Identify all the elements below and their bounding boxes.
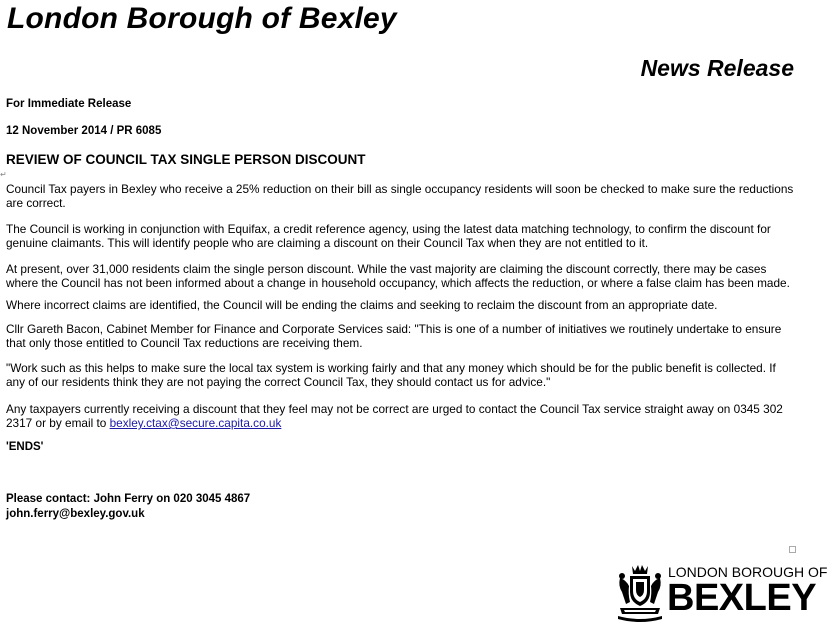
press-release-headline: REVIEW OF COUNCIL TAX SINGLE PERSON DISCOUNT bbox=[6, 152, 366, 167]
body-paragraph-2: The Council is working in conjunction with Equifax, a credit reference agency, using the latest data matching technology, to confirm the discount for genuine claimants. This will identify people who are claiming a discount on their Council Tax when they are not entitled to it. bbox=[6, 222, 771, 250]
ctax-email-link[interactable]: bexley.ctax@secure.capita.co.uk bbox=[109, 416, 282, 430]
body-paragraph-5: Cllr Gareth Bacon, Cabinet Member for Finance and Corporate Services said: "This is one of a number of initiatives we routinely undertake to ensure that only those entitled to Council Tax reductions are receiving them. bbox=[6, 322, 782, 350]
logo-text-borough: LONDON BOROUGH OF bbox=[668, 564, 827, 580]
body-paragraph-3: At present, over 31,000 residents claim the single person discount. While the vast majority are claiming the discount correctly, there may be cases where the Council has not been informed about a change in household occupancy, which affects the reduction, or where a false claim has been made. bbox=[6, 262, 790, 290]
logo-text-bexley: BEXLEY bbox=[667, 577, 817, 619]
organisation-title: London Borough of Bexley bbox=[7, 2, 397, 35]
release-status: For Immediate Release bbox=[6, 98, 132, 110]
contact-email-line: john.ferry@bexley.gov.uk bbox=[6, 508, 145, 520]
borough-crest-icon bbox=[616, 562, 664, 622]
contact-instructions: Any taxpayers currently receiving a discount that they feel may not be correct are urged to contact the Council Tax service straight away on 0345 302 2317 or by email to bbox=[6, 402, 783, 430]
body-paragraph-1: Council Tax payers in Bexley who receive a 25% reduction on their bill as single occupancy residents will soon be checked to make sure the reductions are correct. bbox=[6, 182, 794, 210]
ends-marker: 'ENDS' bbox=[6, 441, 44, 453]
margin-marker: ↵ bbox=[0, 170, 7, 179]
body-paragraph-7 bbox=[6, 402, 794, 430]
release-date-reference: 12 November 2014 / PR 6085 bbox=[6, 125, 162, 137]
press-contact bbox=[6, 492, 250, 522]
body-paragraph-4: Where incorrect claims are identified, the Council will be ending the claims and seeking to reclaim the discount from an appropriate date. bbox=[6, 298, 718, 312]
corner-marker bbox=[789, 546, 796, 553]
contact-phone-line: Please contact: John Ferry on 020 3045 4867 bbox=[6, 493, 251, 505]
body-paragraph-6: "Work such as this helps to make sure the local tax system is working fairly and that any money which should be for the public benefit is collected. If any of our residents think they are not paying the correct Council Tax, they should contact us for advice." bbox=[6, 361, 776, 389]
document-type-title: News Release bbox=[640, 55, 794, 81]
bexley-logo bbox=[616, 558, 827, 624]
